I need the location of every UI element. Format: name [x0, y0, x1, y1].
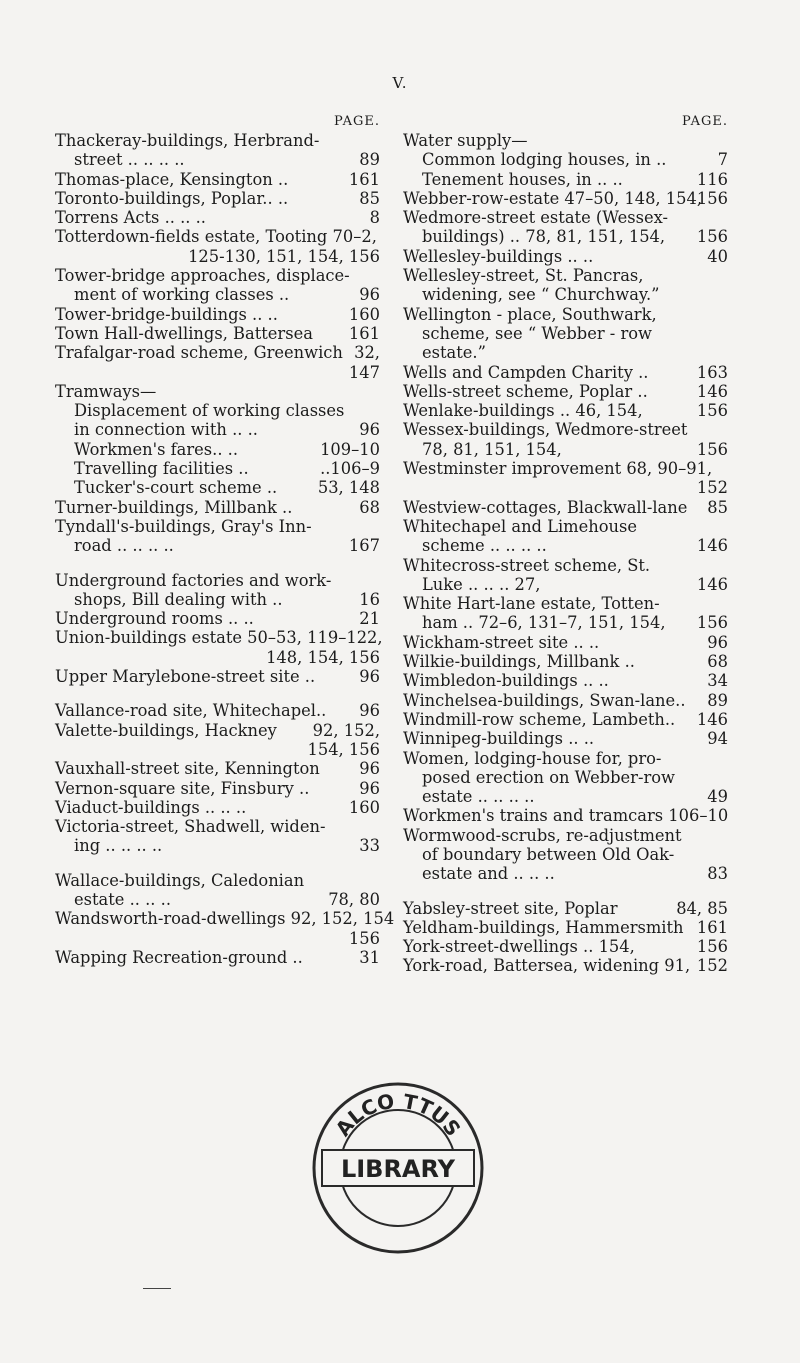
index-entry [403, 937, 728, 956]
index-entry [403, 633, 728, 652]
entry-text: Trafalgar-road scheme, Greenwich [55, 343, 343, 363]
entry-page-ref: 96 [359, 667, 380, 687]
entry-page-ref: 31 [359, 947, 380, 967]
entry-page-ref: 40 [707, 246, 728, 266]
index-entry [403, 208, 728, 227]
index-entry [403, 956, 728, 975]
entry-text: buildings) .. 78, 81, 151, 154, [422, 227, 666, 247]
entry-page-ref: 96 [359, 759, 380, 779]
entry-text: Thackeray-buildings, Herbrand- [55, 131, 320, 150]
index-entry [403, 247, 728, 266]
index-entry [55, 363, 380, 382]
entry-text: Westminster improvement 68, 90–91, [403, 459, 713, 479]
index-entry [55, 420, 380, 439]
index-entry [55, 498, 380, 517]
entry-page-ref: 53, 148 [317, 478, 380, 498]
entry-text: Wellington - place, Southwark, [403, 304, 657, 324]
index-entry [403, 710, 728, 729]
entry-page-ref: 68 [707, 652, 728, 672]
index-entry [403, 749, 728, 768]
index-entry [55, 590, 380, 609]
stamp-label: LIBRARY [340, 1155, 456, 1183]
entry-text: estate and .. .. .. [422, 864, 555, 884]
index-entry [55, 759, 380, 778]
index-entry [403, 285, 728, 304]
entry-text: Winchelsea-buildings, Swan-lane.. [403, 690, 686, 710]
index-entry [55, 571, 380, 590]
entry-text: Yeldham-buildings, Hammersmith [403, 917, 684, 937]
index-entry [403, 517, 728, 536]
page-number: V. [392, 74, 408, 92]
column-header-left: PAGE. [334, 114, 380, 129]
index-entry [55, 131, 380, 150]
entry-page-ref: 154, 156 [307, 739, 380, 759]
entry-text: Thomas-place, Kensington .. [55, 169, 289, 189]
index-entry [403, 899, 728, 918]
entry-text: Workmen's trains and tramcars 106–10 [403, 806, 729, 826]
entry-text: Tucker's-court scheme .. [74, 478, 278, 498]
index-entry [55, 478, 380, 497]
entry-text: Displacement of working classes [74, 401, 345, 421]
entry-page-ref: 161 [696, 917, 728, 937]
index-entry [403, 613, 728, 632]
entry-text: road .. .. .. .. [74, 536, 174, 556]
index-entry [403, 845, 728, 864]
entry-page-ref: 78, 80 [328, 889, 380, 909]
entry-page-ref: 32, [354, 343, 380, 363]
index-entry [55, 701, 380, 720]
entry-page-ref: 160 [348, 797, 380, 817]
index-entry [55, 798, 380, 817]
index-entry [403, 305, 728, 324]
entry-text: Wimbledon-buildings .. .. [403, 671, 609, 691]
index-entry [55, 343, 380, 362]
index-entry [403, 864, 728, 883]
index-entry [403, 729, 728, 748]
entry-text: Victoria-street, Shadwell, widen- [55, 817, 326, 837]
index-entry [403, 806, 728, 825]
left-entries [55, 131, 395, 967]
index-entry [55, 382, 380, 401]
stamp-ring-text: ALCO TTUS [330, 1088, 466, 1141]
entry-page-ref: 109–10 [320, 439, 380, 459]
entry-text: Union-buildings estate 50–53, 119–122, [55, 628, 383, 648]
entry-page-ref: 152 [696, 956, 728, 976]
entry-page-ref: 148, 154, 156 [266, 647, 380, 667]
entry-text: Travelling facilities .. [74, 459, 249, 479]
index-entry [403, 382, 728, 401]
index-entry [403, 536, 728, 555]
entry-page-ref: 147 [348, 362, 380, 382]
index-entry [403, 478, 728, 497]
entry-page-ref: 160 [348, 304, 380, 324]
index-entry [403, 594, 728, 613]
entry-text: Valette-buildings, Hackney [55, 720, 277, 740]
index-entry [55, 929, 380, 948]
index-entry [403, 189, 728, 208]
index-entry [403, 363, 728, 382]
index-entry [403, 401, 728, 420]
index-column-left [55, 112, 395, 967]
entry-page-ref: 156 [696, 227, 728, 247]
entry-text: Wilkie-buildings, Millbank .. [403, 652, 635, 672]
entry-page-ref: 156 [696, 937, 728, 957]
entry-page-ref: 34 [707, 671, 728, 691]
entry-page-ref: 33 [359, 836, 380, 856]
entry-page-ref: 116 [696, 169, 728, 189]
entry-text: Wormwood-scrubs, re-adjustment [403, 825, 682, 845]
index-entry [403, 150, 728, 169]
entry-text: widening, see “ Churchway.” [422, 285, 660, 305]
entry-page-ref: 152 [696, 478, 728, 498]
entry-text: scheme .. .. .. .. [422, 536, 547, 556]
entry-text: York-street-dwellings .. 154, [403, 937, 635, 957]
entry-text: Winnipeg-buildings .. .. [403, 729, 595, 749]
index-entry [55, 740, 380, 759]
index-entry [55, 401, 380, 420]
index-entry [55, 227, 380, 246]
entry-text: Town Hall-dwellings, Battersea [55, 323, 313, 343]
entry-text: Tramways— [55, 381, 157, 401]
entry-text: Tower-bridge-buildings .. .. [55, 304, 278, 324]
entry-page-ref: 156 [696, 188, 728, 208]
index-entry [403, 343, 728, 362]
entry-page-ref: ..106–9 [320, 459, 380, 479]
entry-text: Underground factories and work- [55, 570, 332, 590]
index-entry [55, 609, 380, 628]
entry-text: Wells-street scheme, Poplar .. [403, 381, 648, 401]
entry-text: Whitecross-street scheme, St. [403, 555, 651, 575]
entry-page-ref: 94 [707, 729, 728, 749]
index-entry [55, 817, 380, 836]
entry-page-ref: 167 [348, 536, 380, 556]
entry-page-ref: 68 [359, 497, 380, 517]
entry-text: Upper Marylebone-street site .. [55, 667, 316, 687]
index-entry [55, 667, 380, 686]
entry-text: Common lodging houses, in .. [422, 150, 667, 170]
section-gap [55, 856, 380, 871]
index-entry [55, 305, 380, 324]
index-entry [403, 918, 728, 937]
index-entry [403, 652, 728, 671]
entry-page-ref: 92, 152, [312, 720, 380, 740]
index-entry [55, 909, 395, 929]
entry-text: Wellesley-buildings .. .. [403, 246, 594, 266]
entry-text: Wapping Recreation-ground .. [55, 947, 303, 967]
entry-text: Wickham-street site .. .. [403, 632, 600, 652]
entry-text: Underground rooms .. .. [55, 609, 254, 629]
entry-text: Wells and Campden Charity .. [403, 362, 649, 382]
entry-page-ref: 83 [707, 864, 728, 884]
entry-text: Water supply— [403, 131, 528, 150]
entry-text: Tower-bridge approaches, displace- [55, 266, 350, 286]
entry-text: scheme, see “ Webber - row [422, 323, 652, 343]
entry-text: in connection with .. .. [74, 420, 258, 440]
index-entry [403, 768, 728, 787]
index-entry [55, 779, 380, 798]
entry-text: posed erection on Webber-row [422, 767, 675, 787]
entry-text: Luke .. .. .. 27, [422, 574, 541, 594]
index-entry [55, 208, 380, 227]
entry-text: Wedmore-street estate (Wessex- [403, 208, 669, 228]
entry-page-ref: 146 [696, 574, 728, 594]
entry-page-ref: 161 [348, 323, 380, 343]
index-entry [403, 826, 728, 845]
index-entry [403, 671, 728, 690]
index-entry [55, 648, 380, 667]
index-entry [403, 266, 728, 285]
entry-page-ref: 85 [359, 188, 380, 208]
index-entry [55, 628, 383, 648]
entry-text: Yabsley-street site, Poplar [403, 898, 618, 918]
entry-text: Tyndall's-buildings, Gray's Inn- [55, 516, 312, 536]
entry-text: Torrens Acts .. .. .. [55, 208, 206, 228]
entry-page-ref: 156 [348, 928, 380, 948]
entry-text: 78, 81, 151, 154, [422, 439, 562, 459]
index-entry [403, 459, 728, 478]
entry-page-ref: 156 [696, 613, 728, 633]
entry-text: White Hart-lane estate, Totten- [403, 594, 660, 614]
index-entry [55, 836, 380, 855]
entry-text: street .. .. .. .. [74, 150, 185, 170]
entry-page-ref: 49 [707, 787, 728, 807]
entry-text: Webber-row-estate 47–50, 148, 154, [403, 188, 703, 208]
entry-text: Turner-buildings, Millbank .. [55, 497, 293, 517]
index-entry [55, 170, 380, 189]
section-gap [55, 686, 380, 701]
entry-text: Vernon-square site, Finsbury .. [55, 778, 310, 798]
entry-text: ham .. 72–6, 131–7, 151, 154, [422, 613, 666, 633]
entry-text: Vauxhall-street site, Kennington [55, 759, 320, 779]
entry-text: Vallance-road site, Whitechapel.. [55, 701, 327, 721]
index-entry [403, 420, 728, 439]
section-gap [403, 884, 728, 899]
index-entry [55, 285, 380, 304]
entry-text: Wellesley-street, St. Pancras, [403, 266, 644, 286]
index-entry [55, 459, 380, 478]
entry-page-ref: 16 [359, 589, 380, 609]
entry-page-ref: 21 [359, 609, 380, 629]
index-entry [403, 498, 728, 517]
entry-text: Windmill-row scheme, Lambeth.. [403, 709, 676, 729]
entry-page-ref: 7 [717, 150, 728, 170]
entry-text: Whitechapel and Limehouse [403, 516, 638, 536]
entry-page-ref: 96 [359, 420, 380, 440]
entry-text: estate .. .. .. .. [422, 787, 535, 807]
entry-text: Women, lodging-house for, pro- [403, 748, 662, 768]
entry-page-ref: 96 [359, 778, 380, 798]
index-entry [55, 890, 380, 909]
entry-page-ref: 146 [696, 381, 728, 401]
index-entry [403, 691, 728, 710]
entry-text: shops, Bill dealing with .. [74, 589, 283, 609]
entry-text: ment of working classes .. [74, 285, 290, 305]
library-stamp [308, 1078, 488, 1258]
index-entry [403, 575, 728, 594]
index-entry [55, 536, 380, 555]
entry-text: estate.” [422, 343, 486, 363]
entry-text: Wenlake-buildings .. 46, 154, [403, 401, 643, 421]
entry-text: Westview-cottages, Blackwall-lane [403, 497, 688, 517]
index-entry [55, 721, 380, 740]
index-entry [55, 440, 380, 459]
index-entry [403, 131, 728, 150]
entry-page-ref: 146 [696, 709, 728, 729]
entry-page-ref: 146 [696, 536, 728, 556]
entry-page-ref: 156 [696, 401, 728, 421]
section-gap [55, 556, 380, 571]
entry-text: Wessex-buildings, Wedmore-street [403, 420, 688, 440]
right-entries [403, 131, 728, 976]
index-entry [403, 440, 728, 459]
entry-text: Workmen's fares.. .. [74, 439, 239, 459]
index-entry [403, 556, 728, 575]
index-entry [403, 227, 728, 246]
entry-page-ref: 161 [348, 169, 380, 189]
entry-text: Tenement houses, in .. .. [422, 169, 623, 189]
entry-page-ref: 156 [696, 439, 728, 459]
entry-text: estate .. .. .. [74, 889, 171, 909]
column-end-rule [143, 1288, 171, 1289]
index-entry [55, 517, 380, 536]
entry-text: York-road, Battersea, widening 91, [403, 956, 691, 976]
entry-page-ref: 163 [696, 362, 728, 382]
entry-page-ref: 84, 85 [676, 898, 728, 918]
entry-page-ref: 125-130, 151, 154, 156 [188, 246, 380, 266]
entry-page-ref: 85 [707, 497, 728, 517]
index-entry [55, 324, 380, 343]
entry-page-ref: 89 [359, 150, 380, 170]
column-header-right: PAGE. [682, 114, 728, 129]
index-entry [55, 948, 380, 967]
entry-text: Viaduct-buildings .. .. .. [55, 797, 247, 817]
index-entry [55, 266, 380, 285]
index-entry [403, 787, 728, 806]
entry-page-ref: 96 [359, 701, 380, 721]
entry-page-ref: 96 [359, 285, 380, 305]
entry-text: of boundary between Old Oak- [422, 844, 675, 864]
index-entry [55, 871, 380, 890]
entry-page-ref: 96 [707, 632, 728, 652]
index-column-right [403, 112, 728, 976]
entry-text: Wandsworth-road-dwellings 92, 152, 154 [55, 909, 395, 929]
index-entry [55, 247, 380, 266]
entry-text: ing .. .. .. .. [74, 836, 163, 856]
entry-page-ref: 89 [707, 690, 728, 710]
entry-text: Totterdown-fields estate, Tooting 70–2, [55, 227, 377, 247]
entry-page-ref: 8 [369, 208, 380, 228]
index-entry [55, 189, 380, 208]
index-entry [403, 170, 728, 189]
entry-text: Wallace-buildings, Caledonian [55, 870, 305, 890]
entry-text: Toronto-buildings, Poplar.. .. [55, 188, 289, 208]
index-entry [55, 150, 380, 169]
index-entry [403, 324, 728, 343]
